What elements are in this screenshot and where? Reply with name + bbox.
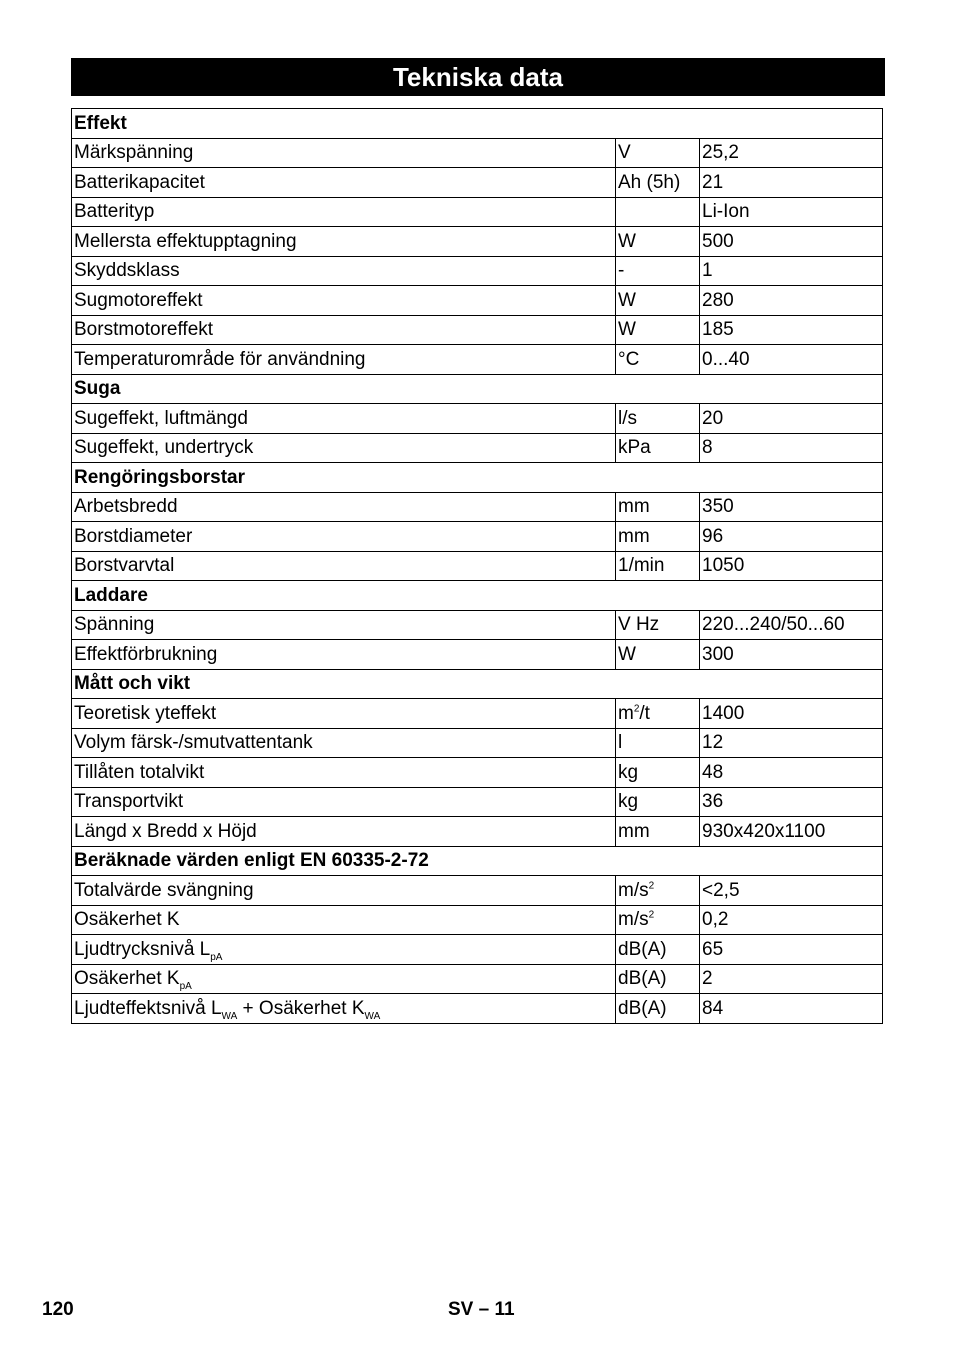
page-number: 120 [42, 1299, 74, 1320]
label-text: Osäkerhet K [74, 968, 180, 990]
section-row [72, 109, 883, 139]
label-text: Ljudteffektsnivå L [74, 997, 222, 1019]
spec-label [72, 433, 616, 463]
label-text: Arbetsbredd [74, 496, 178, 518]
spec-unit [616, 256, 700, 286]
spec-value: 96 [700, 522, 883, 552]
label-text: Spänning [74, 614, 155, 636]
spec-label [72, 404, 616, 434]
unit-text: l [618, 732, 623, 754]
section-row [72, 374, 883, 404]
label-text: Temperaturområde för användning [74, 348, 366, 370]
section-row [72, 846, 883, 876]
spec-value: 185 [700, 315, 883, 345]
spec-value: <2,5 [700, 876, 883, 906]
unit-superscript: 2 [648, 880, 655, 892]
spec-label [72, 876, 616, 906]
table-row [72, 256, 883, 286]
spec-label [72, 286, 616, 316]
spec-value: 84 [700, 994, 883, 1024]
unit-text: mm [618, 525, 650, 547]
label-text: + Osäkerhet K [237, 997, 365, 1019]
section-heading: Effekt [72, 109, 883, 139]
unit-text: kg [618, 761, 639, 783]
spec-unit [616, 404, 700, 434]
spec-value: 21 [700, 168, 883, 198]
spec-value: 350 [700, 492, 883, 522]
spec-value: 300 [700, 640, 883, 670]
table-row [72, 315, 883, 345]
label-text: Märkspänning [74, 142, 194, 164]
table-row [72, 286, 883, 316]
spec-value: 1400 [700, 699, 883, 729]
unit-text: W [618, 643, 636, 665]
spec-unit [616, 197, 700, 227]
label-text: Borstvarvtal [74, 555, 175, 577]
unit-text: /t [639, 702, 650, 724]
spec-unit [616, 492, 700, 522]
unit-text: W [618, 289, 636, 311]
spec-value: 12 [700, 728, 883, 758]
spec-label [72, 227, 616, 257]
unit-text: dB(A) [618, 938, 667, 960]
section-row [72, 581, 883, 611]
spec-unit [616, 433, 700, 463]
spec-label [72, 935, 616, 965]
unit-text: l/s [618, 407, 637, 429]
spec-unit [616, 345, 700, 375]
spec-unit [616, 787, 700, 817]
spec-unit [616, 522, 700, 552]
table-row [72, 817, 883, 847]
spec-label [72, 640, 616, 670]
spec-table [71, 108, 883, 1024]
spec-unit [616, 905, 700, 935]
section-heading: Rengöringsborstar [72, 463, 883, 493]
section-row [72, 669, 883, 699]
label-text: Borstmotoreffekt [74, 319, 214, 341]
section-heading: Mått och vikt [72, 669, 883, 699]
label-subscript: WA [364, 1010, 381, 1022]
table-row [72, 640, 883, 670]
label-text: Sugeffekt, luftmängd [74, 407, 248, 429]
table-row [72, 994, 883, 1024]
spec-unit [616, 551, 700, 581]
spec-unit [616, 964, 700, 994]
label-subscript: pA [179, 981, 192, 993]
table-row [72, 551, 883, 581]
table-row [72, 876, 883, 906]
table-row [72, 138, 883, 168]
table-row [72, 935, 883, 965]
spec-label [72, 817, 616, 847]
label-text: Totalvärde svängning [74, 879, 254, 901]
spec-label [72, 345, 616, 375]
section-heading: Beräknade värden enligt EN 60335-2-72 [72, 846, 883, 876]
unit-text: dB(A) [618, 968, 667, 990]
unit-text: 1/min [618, 555, 665, 577]
spec-unit [616, 817, 700, 847]
label-subscript: WA [221, 1010, 238, 1022]
table-row [72, 345, 883, 375]
spec-unit [616, 728, 700, 758]
spec-value: 500 [700, 227, 883, 257]
label-subscript: pA [210, 951, 223, 963]
unit-text: kg [618, 791, 639, 813]
spec-unit [616, 227, 700, 257]
spec-label [72, 699, 616, 729]
spec-value: 1050 [700, 551, 883, 581]
label-text: Sugeffekt, undertryck [74, 437, 254, 459]
spec-label [72, 138, 616, 168]
label-text: Sugmotoreffekt [74, 289, 203, 311]
spec-unit [616, 935, 700, 965]
spec-label [72, 168, 616, 198]
table-row [72, 610, 883, 640]
spec-unit [616, 876, 700, 906]
page-title: Tekniska data [71, 58, 885, 96]
unit-text: m [618, 702, 634, 724]
spec-label [72, 551, 616, 581]
spec-value: 220...240/50...60 [700, 610, 883, 640]
spec-unit [616, 286, 700, 316]
unit-text: V [618, 142, 631, 164]
spec-label [72, 610, 616, 640]
spec-label [72, 522, 616, 552]
unit-text: V Hz [618, 614, 660, 636]
table-row [72, 758, 883, 788]
table-row [72, 433, 883, 463]
spec-label [72, 964, 616, 994]
table-row [72, 787, 883, 817]
table-row [72, 404, 883, 434]
spec-unit [616, 138, 700, 168]
spec-label [72, 197, 616, 227]
unit-text: mm [618, 496, 650, 518]
unit-text: m/s [618, 909, 649, 931]
unit-text: W [618, 319, 636, 341]
section-heading: Laddare [72, 581, 883, 611]
unit-text: mm [618, 820, 650, 842]
label-text: Batterikapacitet [74, 171, 205, 193]
label-text: Tillåten totalvikt [74, 761, 205, 783]
table-row [72, 197, 883, 227]
spec-unit [616, 315, 700, 345]
label-text: Ljudtrycksnivå L [74, 938, 211, 960]
label-text: Effektförbrukning [74, 643, 218, 665]
spec-value: 0,2 [700, 905, 883, 935]
table-row [72, 728, 883, 758]
spec-value: 48 [700, 758, 883, 788]
spec-value: 2 [700, 964, 883, 994]
label-text: Skyddsklass [74, 260, 180, 282]
spec-label [72, 256, 616, 286]
spec-label [72, 787, 616, 817]
spec-value: 1 [700, 256, 883, 286]
label-text: Teoretisk yteffekt [74, 702, 217, 724]
spec-unit [616, 640, 700, 670]
label-text: Mellersta effektupptagning [74, 230, 297, 252]
spec-unit [616, 994, 700, 1024]
spec-value: 0...40 [700, 345, 883, 375]
unit-text: °C [618, 348, 640, 370]
section-row [72, 463, 883, 493]
unit-text: m/s [618, 879, 649, 901]
spec-value: 25,2 [700, 138, 883, 168]
section-page-label: SV – 11 [448, 1299, 515, 1320]
label-text: Osäkerhet K [74, 909, 180, 931]
table-row [72, 699, 883, 729]
label-text: Transportvikt [74, 791, 184, 813]
table-row [72, 905, 883, 935]
unit-text: kPa [618, 437, 651, 459]
spec-value: 280 [700, 286, 883, 316]
spec-unit [616, 758, 700, 788]
label-text: Batterityp [74, 201, 155, 223]
spec-value: 20 [700, 404, 883, 434]
table-row [72, 522, 883, 552]
label-text: Volym färsk-/smutvattentank [74, 732, 313, 754]
unit-text: dB(A) [618, 997, 667, 1019]
spec-label [72, 492, 616, 522]
label-text: Längd x Bredd x Höjd [74, 820, 257, 842]
table-row [72, 227, 883, 257]
spec-value: 65 [700, 935, 883, 965]
spec-label [72, 994, 616, 1024]
unit-text: - [618, 260, 625, 282]
spec-value: 930x420x1100 [700, 817, 883, 847]
spec-unit [616, 699, 700, 729]
spec-value: 8 [700, 433, 883, 463]
table-row [72, 964, 883, 994]
label-text: Borstdiameter [74, 525, 193, 547]
spec-label [72, 905, 616, 935]
spec-value: Li-Ion [700, 197, 883, 227]
spec-label [72, 315, 616, 345]
unit-superscript: 2 [648, 909, 655, 921]
unit-superscript: 2 [633, 703, 640, 715]
section-heading: Suga [72, 374, 883, 404]
spec-value: 36 [700, 787, 883, 817]
spec-unit [616, 610, 700, 640]
table-row [72, 168, 883, 198]
unit-text: Ah (5h) [618, 171, 681, 193]
spec-unit [616, 168, 700, 198]
table-row [72, 492, 883, 522]
unit-text: W [618, 230, 636, 252]
spec-label [72, 758, 616, 788]
spec-label [72, 728, 616, 758]
